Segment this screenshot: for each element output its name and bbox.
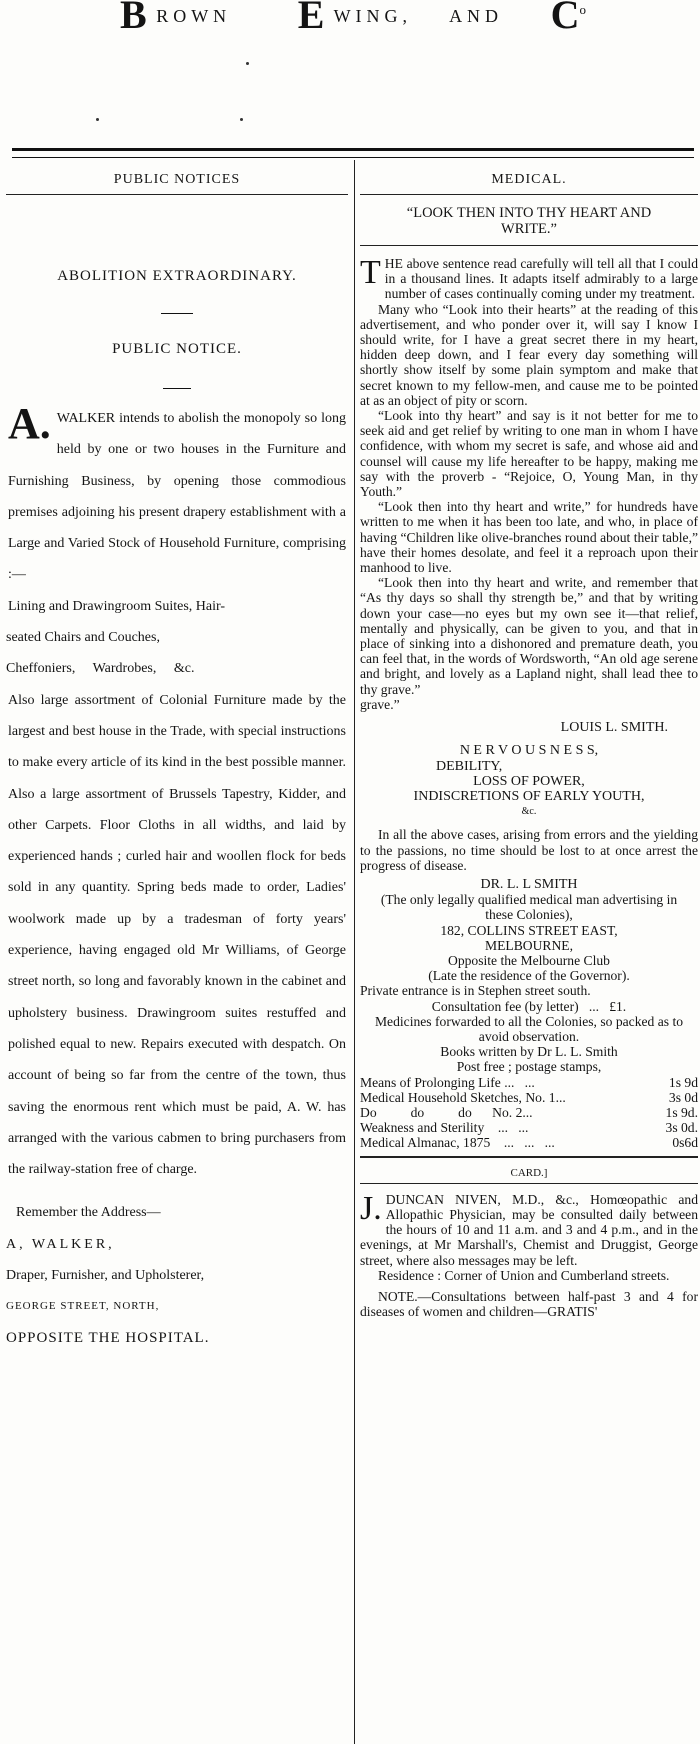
price-row (360, 1090, 698, 1105)
masthead-initial-c: C (550, 0, 580, 37)
price-item: Do do do No. 2... (360, 1104, 533, 1120)
masthead-word-wing: WING, (333, 6, 413, 26)
price-item: Medical Household Sketches, No. 1... (360, 1089, 566, 1105)
signature: LOUIS L. SMITH. (560, 720, 668, 736)
masthead-title (120, 0, 591, 37)
ailment-heading-4: INDISCRETIONS OF EARLY YOUTH, (413, 788, 645, 804)
medical-paragraph-2: Many who “Look into their hearts” at the reading of this advertisement, and who ponder over it, will say I know I should write, for I have a great secret there in my heart, hidden deep down, and I fear every day something will shortly show itself by some plain symptom and make that secret known to my fellow-men, and cause me to be pointed at as an object of pity or scorn. (360, 301, 698, 408)
card-paragraph-1 (360, 1189, 698, 1268)
doctor-address-1: 182, COLLINS STREET EAST, (440, 922, 618, 938)
ailment-heading-3: LOSS OF POWER, (473, 773, 585, 789)
doctor-late-residence: (Late the residence of the Governor). (428, 968, 630, 984)
medical-text: HE above sentence read carefully will tell all that I could in a thousand lines. It adapts itself admirably to a large number of cases continually coming under my treatment. (384, 256, 698, 302)
remember-address: Remember the Address— (16, 1205, 161, 1221)
medical-paragraph-6: In all the above cases, arising from errors and the yielding to the passions, no time should be lost to at once arrest the progress of disease. (360, 827, 698, 873)
price-row (360, 1105, 698, 1120)
price-value: 1s 9d (668, 1074, 698, 1090)
medical-paragraph-3: “Look into thy heart” and say is it not better for me to seek aid and get relief by writing to one man in whom I have confidence, with whom my secret is safe, and whose aid and counsel will cause my life hereafter to be happy, making me say with the proverb - “Rejoice, O, Young Man, in thy Youth.” (360, 408, 698, 500)
books-heading: Books written by Dr L. L. Smith (440, 1044, 618, 1060)
notice-subtitle: PUBLIC NOTICE. (112, 341, 242, 357)
doctor-name: DR. L. L SMITH (480, 876, 578, 892)
proprietor-name: A, WALKER, (6, 1236, 115, 1252)
price-value: 0s6d (672, 1135, 698, 1151)
section-header-medical: MEDICAL. (360, 160, 698, 195)
medical-paragraph-5-end: grave.” (360, 696, 400, 712)
private-entrance: Private entrance is in Stephen street south. (360, 983, 591, 999)
public-notices-column (6, 160, 348, 1354)
notice-paragraph (6, 399, 348, 591)
price-value: 3s 0d (668, 1089, 698, 1105)
speck (96, 118, 99, 121)
drop-cap: T (360, 254, 381, 291)
section-header-public-notices: PUBLIC NOTICES (6, 160, 348, 195)
furniture-item-2: seated Chairs and Couches, (6, 630, 160, 646)
price-item: Medical Almanac, 1875 ... ... ... (360, 1135, 555, 1151)
proprietor-opposite: OPPOSITE THE HOSPITAL. (6, 1329, 210, 1346)
notice-title: ABOLITION EXTRAORDINARY. (57, 268, 297, 284)
price-list (360, 1075, 698, 1151)
masthead-initial-b: B (120, 0, 147, 37)
medical-paragraph-1 (360, 256, 698, 302)
proprietor-street: GEORGE STREET, NORTH, (6, 1300, 160, 1313)
price-row (360, 1075, 698, 1090)
drop-cap: A. (8, 399, 51, 448)
consultation-fee: Consultation fee (by letter) ... £1. (431, 998, 627, 1014)
column-divider (354, 160, 355, 1744)
masthead-superscript-o: o (579, 2, 591, 17)
ailment-heading-2: DEBILITY, (436, 758, 503, 774)
masthead-word-and: AND (449, 6, 504, 26)
notice-paragraph-2: Also large assortment of Colonial Furniture made by the largest and best house in the Trade, with special instructions to make every article of its kind in the best possible manner. Also a large assortment of Brussels Tapestry, Kidder, and other Carpets. Floor Cloths in all widths, and laid by experienced hands ; curled hair and woollen flock for beds sold in any quantity. Spring beds made to order, Ladies' woolwork made up by a tradesman of forty years' experience, having engaged old Mr Williams, of George street north, so long and favorably known in the cabinet and upholstery business. Drawingroom suites restuffed and polished equal to new. Repairs executed with despatch. On account of being so far from the centre of the town, thus saving the enormous rent which must be paid, A. W. has arranged with the various cabmen to bring purchasers from the railway-station free of charge. (8, 692, 346, 1178)
masthead-word-rown: ROWN (156, 6, 232, 26)
price-row (360, 1120, 698, 1135)
price-value: 3s 0d. (665, 1120, 698, 1136)
masthead-rule-thick (12, 148, 694, 151)
masthead-initial-e: E (297, 0, 325, 37)
price-item: Weakness and Sterility ... ... (360, 1120, 529, 1136)
furniture-item-3: Cheffoniers, Wardrobes, &c. (6, 661, 195, 677)
furniture-item-1: Lining and Drawingroom Suites, Hair- (8, 598, 226, 614)
proprietor-trade: Draper, Furnisher, and Upholsterer, (6, 1268, 205, 1284)
medical-title: “LOOK THEN INTO THY HEART AND WRITE.” (406, 205, 652, 237)
notice-body-text: WALKER intends to abolish the monopoly so long held by one or two houses in the Furniture and Furnishing Business, by opening those commodious premises adjoining his present drapery establishment with a Large and Varied Stock of Household Furniture, comprising :— (8, 411, 346, 583)
masthead (0, 0, 700, 148)
medical-column (360, 160, 698, 1319)
card-heading: CARD.] (510, 1166, 548, 1179)
price-item: Means of Prolonging Life ... ... (360, 1074, 535, 1090)
doctor-qualification: (The only legally qualified medical man advertising in these Colonies), (380, 892, 678, 923)
medical-paragraph-5: “Look then into thy heart and write, and remember that “As thy days so shall thy strength be,” and that by writing down your case—no eyes but my own see it—that relief, mentally and physically, can be given to you, and that in place of sinking into a dishonored and premature death, you can feel that, in the words of Wordsworth, “An old age serene and bright, and lovely as a Lapland night, shall lead thee to thy grave.” (360, 575, 698, 697)
drop-cap: J. (360, 1189, 382, 1227)
post-free: Post free ; postage stamps, (456, 1059, 602, 1075)
price-row (360, 1135, 698, 1150)
speck (240, 118, 243, 121)
medicines-forwarded: Medicines forwarded to all the Colonies, so packed as to avoid observation. (374, 1013, 684, 1044)
ailment-heading-5: &c. (521, 806, 537, 818)
ailment-heading-1: N E R V O U S N E S S, (459, 743, 599, 759)
price-value: 1s 9d. (665, 1104, 698, 1120)
medical-paragraph-4: “Look then into thy heart and write,” for hundreds have written to me when it has been too late, and who, in place of having “Children like olive-branches round about their table,” have their homes desolate, and feel it a reproach upon their manhood to live. (360, 499, 698, 576)
masthead-rule-thin (12, 157, 694, 158)
card-paragraph-2: Residence : Corner of Union and Cumberland streets. (378, 1267, 670, 1283)
doctor-address-2: MELBOURNE, (485, 937, 573, 953)
card-text: DUNCAN NIVEN, M.D., &c., Homœopathic and Allopathic Physician, may be consulted daily between the hours of 10 and 11 a.m. and 3 and 4 p.m., and in the evenings, at Mr Marshall's, Chemist and Druggist, George street, where also messages may be left. (360, 1191, 698, 1268)
speck (246, 62, 249, 65)
doctor-opposite: Opposite the Melbourne Club (448, 952, 610, 968)
card-paragraph-3: NOTE.—Consultations between half-past 3 and 4 for diseases of women and children—GRATIS' (360, 1289, 698, 1320)
